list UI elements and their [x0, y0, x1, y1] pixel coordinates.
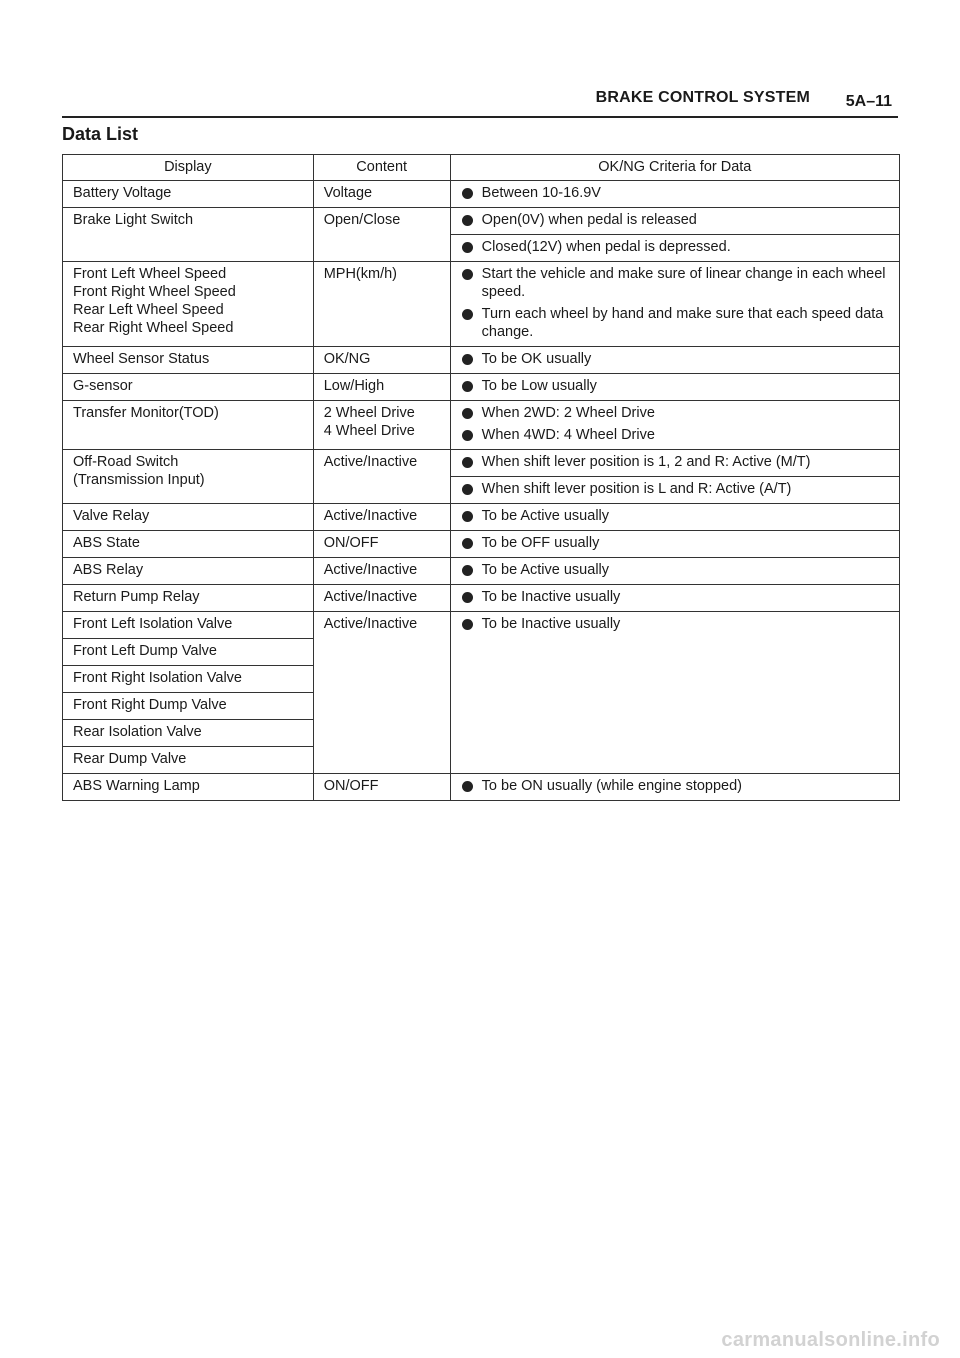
display-cell: ABS State	[63, 531, 314, 558]
criteria-bullet: Closed(12V) when pedal is depressed.	[461, 238, 889, 256]
table-row	[63, 374, 900, 401]
criteria-bullet: When 4WD: 4 Wheel Drive	[461, 426, 889, 444]
column-header-content: Content	[313, 155, 450, 181]
data-list-table	[62, 154, 900, 801]
content-line: 2 Wheel Drive	[323, 405, 415, 421]
content-cell: Voltage	[313, 181, 450, 208]
content-cell: Active/Inactive	[313, 585, 450, 612]
criteria-bullet: When shift lever position is L and R: Active (A/T)	[461, 480, 889, 498]
display-cell: ABS Relay	[63, 558, 314, 585]
criteria-cell	[450, 235, 899, 262]
table-row	[63, 208, 900, 235]
criteria-bullet: To be OFF usually	[461, 534, 889, 552]
criteria-cell	[450, 401, 899, 450]
criteria-bullet: Turn each wheel by hand and make sure that each speed data change.	[461, 305, 889, 341]
display-cell: Battery Voltage	[63, 181, 314, 208]
watermark-footer: carmanualsonline.info	[721, 1329, 940, 1351]
criteria-cell	[450, 477, 899, 504]
display-cell: Front Left Isolation Valve	[63, 612, 314, 639]
content-cell: Open/Close	[313, 208, 450, 262]
criteria-cell	[450, 374, 899, 401]
content-cell: Active/Inactive	[313, 504, 450, 531]
table-row	[63, 181, 900, 208]
content-cell: ON/OFF	[313, 774, 450, 801]
content-cell: OK/NG	[313, 347, 450, 374]
display-cell: Front Right Dump Valve	[63, 693, 314, 720]
criteria-bullet: Open(0V) when pedal is released	[461, 211, 889, 229]
criteria-cell	[450, 612, 899, 774]
display-cell: Return Pump Relay	[63, 585, 314, 612]
display-cell	[63, 450, 314, 504]
column-header-criteria: OK/NG Criteria for Data	[450, 155, 899, 181]
criteria-cell	[450, 585, 899, 612]
criteria-bullet: To be Active usually	[461, 507, 889, 525]
criteria-cell	[450, 262, 899, 347]
display-cell: G-sensor	[63, 374, 314, 401]
display-cell: Front Right Isolation Valve	[63, 666, 314, 693]
criteria-cell	[450, 558, 899, 585]
criteria-bullet: Between 10-16.9V	[461, 184, 889, 202]
table-row	[63, 262, 900, 347]
criteria-cell	[450, 181, 899, 208]
criteria-bullet: To be Active usually	[461, 561, 889, 579]
display-cell: Wheel Sensor Status	[63, 347, 314, 374]
content-cell: Active/Inactive	[313, 612, 450, 774]
table-row	[63, 401, 900, 450]
table-row	[63, 774, 900, 801]
content-cell: MPH(km/h)	[313, 262, 450, 347]
content-cell: Active/Inactive	[313, 450, 450, 504]
table-row	[63, 585, 900, 612]
display-line: (Transmission Input)	[73, 472, 205, 488]
page-header	[62, 86, 898, 118]
column-header-display: Display	[63, 155, 314, 181]
content-line: 4 Wheel Drive	[323, 423, 415, 439]
content-cell	[313, 401, 450, 450]
criteria-bullet: To be Inactive usually	[461, 615, 889, 633]
content-cell: Active/Inactive	[313, 558, 450, 585]
criteria-cell	[450, 504, 899, 531]
page-number: 5A–11	[845, 93, 892, 110]
display-cell: ABS Warning Lamp	[63, 774, 314, 801]
criteria-bullet: Start the vehicle and make sure of linear change in each wheel speed.	[461, 265, 889, 301]
display-cell: Valve Relay	[63, 504, 314, 531]
display-line: Front Right Wheel Speed	[73, 284, 236, 300]
display-cell: Brake Light Switch	[63, 208, 314, 262]
table-row	[63, 612, 900, 639]
document-title: Data List	[62, 124, 139, 144]
criteria-cell	[450, 347, 899, 374]
criteria-bullet: When shift lever position is 1, 2 and R: Active (M/T)	[461, 453, 889, 471]
table-row	[63, 450, 900, 477]
display-cell	[63, 262, 314, 347]
content-cell: Low/High	[313, 374, 450, 401]
table-row	[63, 558, 900, 585]
criteria-bullet: To be Inactive usually	[461, 588, 889, 606]
display-line: Rear Right Wheel Speed	[73, 320, 234, 336]
display-line: Rear Left Wheel Speed	[73, 302, 224, 318]
content-cell: ON/OFF	[313, 531, 450, 558]
display-cell: Front Left Dump Valve	[63, 639, 314, 666]
section-title: BRAKE CONTROL SYSTEM	[595, 89, 810, 106]
criteria-cell	[450, 774, 899, 801]
display-cell: Rear Isolation Valve	[63, 720, 314, 747]
criteria-cell	[450, 450, 899, 477]
criteria-cell	[450, 531, 899, 558]
criteria-bullet: To be ON usually (while engine stopped)	[461, 777, 889, 795]
display-line: Front Left Wheel Speed	[73, 266, 227, 282]
display-cell: Transfer Monitor(TOD)	[63, 401, 314, 450]
criteria-bullet: To be Low usually	[461, 377, 889, 395]
display-cell: Rear Dump Valve	[63, 747, 314, 774]
criteria-bullet: When 2WD: 2 Wheel Drive	[461, 404, 889, 422]
table-row	[63, 504, 900, 531]
criteria-cell	[450, 208, 899, 235]
criteria-bullet: To be OK usually	[461, 350, 889, 368]
display-line: Off-Road Switch	[73, 454, 179, 470]
table-header-row	[63, 155, 900, 181]
table-row	[63, 347, 900, 374]
table-row	[63, 531, 900, 558]
